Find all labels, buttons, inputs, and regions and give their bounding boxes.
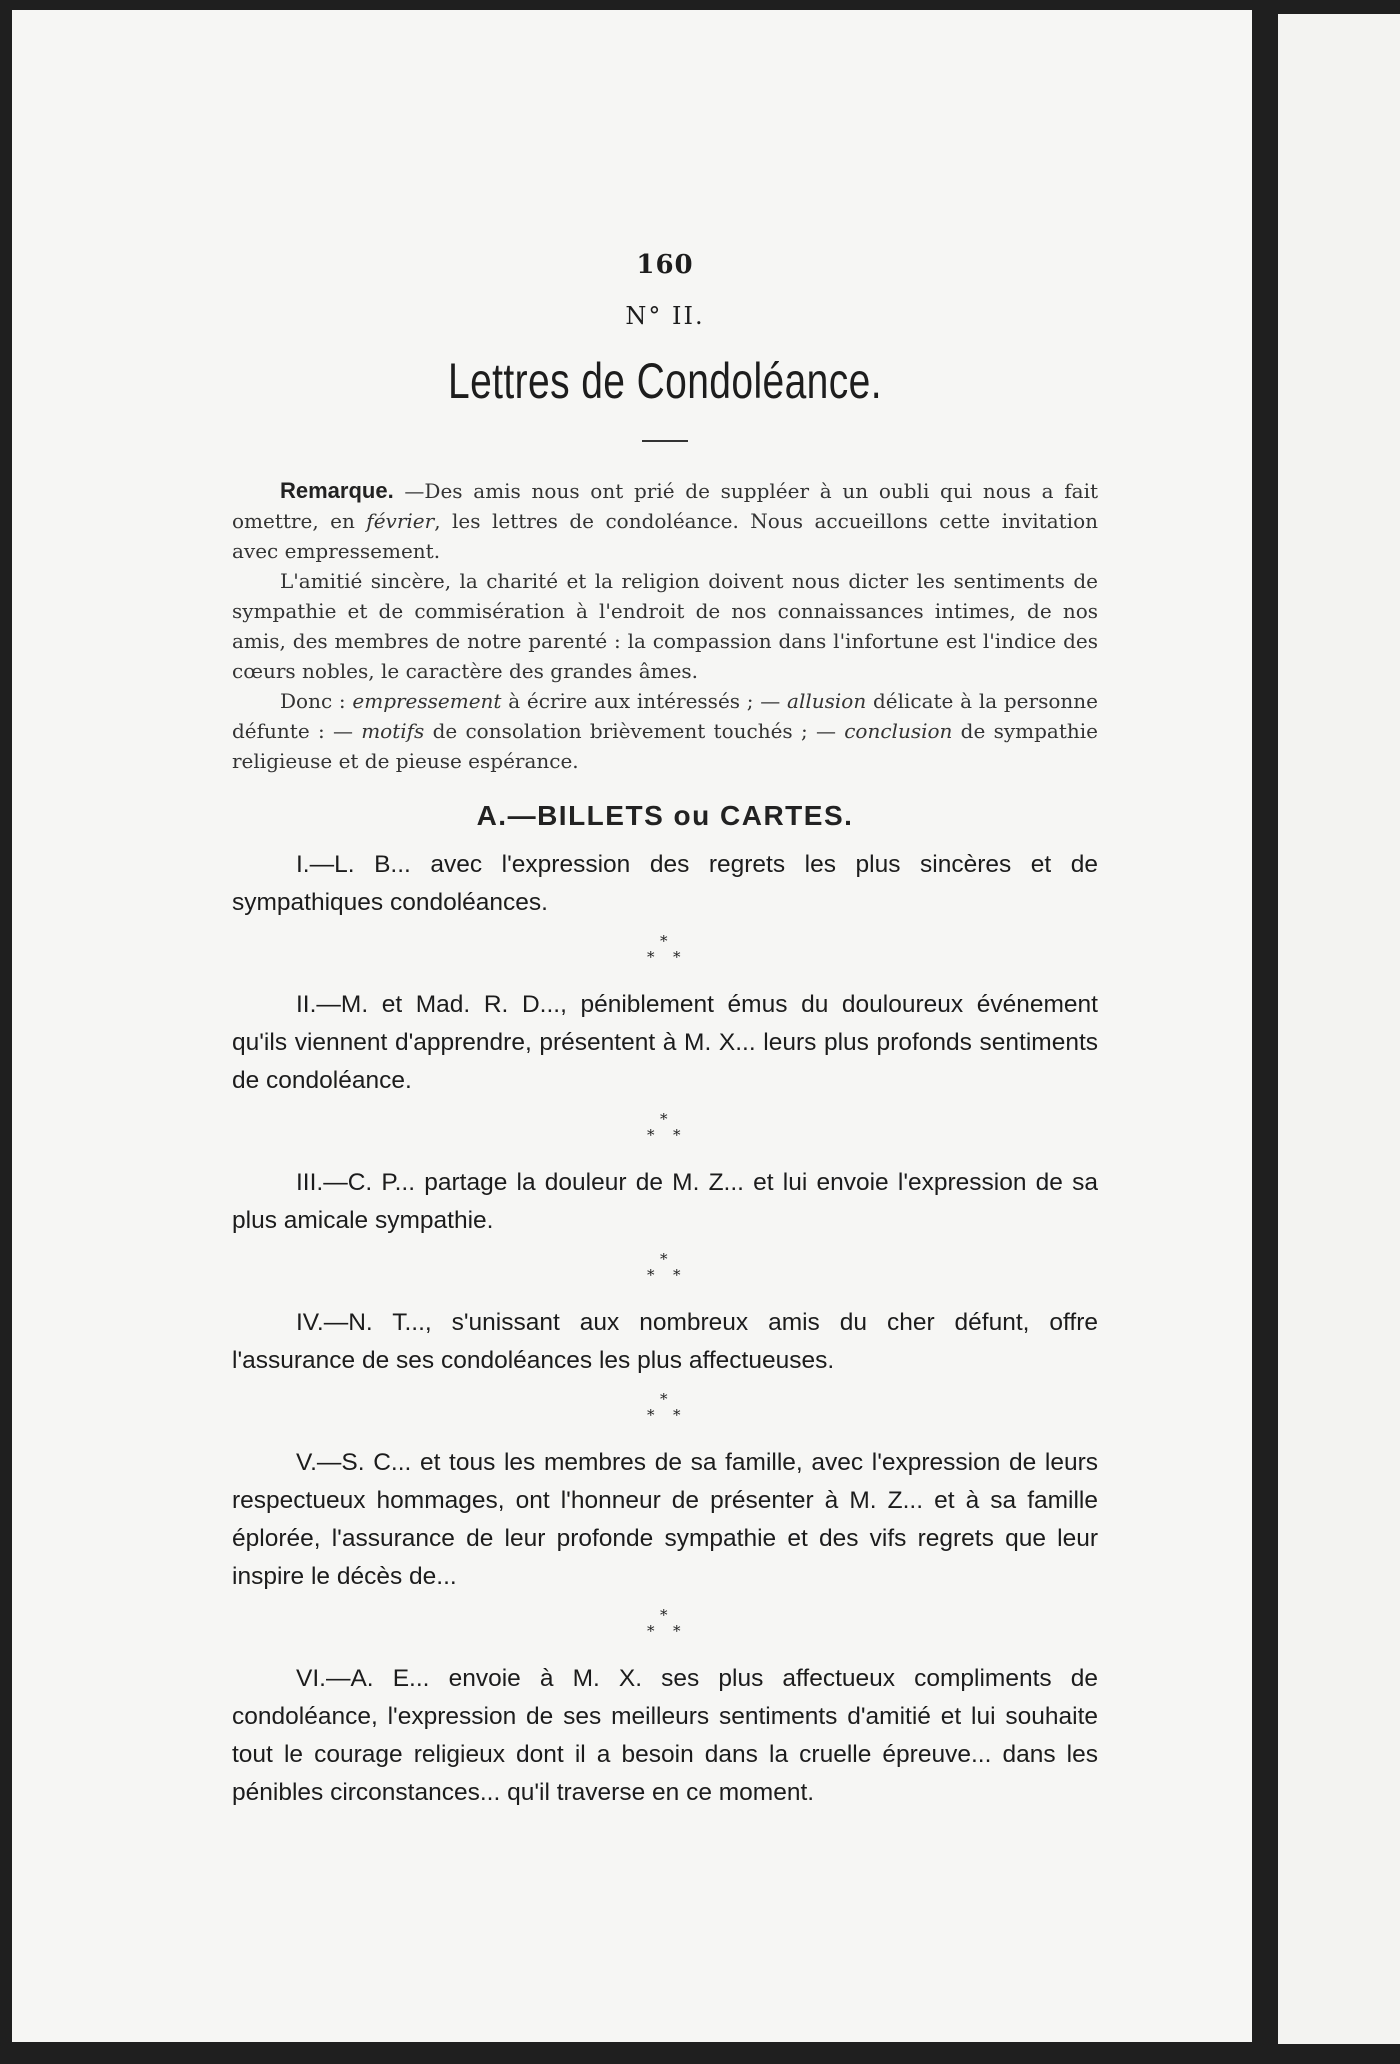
guideline-keyword: empressement [352,689,502,713]
card-text-3: III.—C. P... partage la douleur de M. Z... et lui envoie l'expression de sa plus amicale sympathie. [232,1169,1098,1234]
asterism-separator: * * * [647,1390,681,1424]
card-text-1: I.—L. B... avec l'expression des regrets les plus sincères et de sympathiques condoléances. [232,851,1098,916]
page-number: 160 [636,250,694,280]
remark-paragraph [232,476,1098,566]
card-text-5: V.—S. C... et tous les membres de sa famille, avec l'expression de leurs respectueux hommages, ont l'honneur de présenter à M. Z... et à sa famille éplorée, l'assurance de leur profonde sympathie et des vifs regrets que leur inspire le décès de... [232,1449,1098,1590]
asterism-separator: * * * [647,1110,681,1144]
guidelines-text: de consolation brièvement touchés ; — [424,719,845,743]
guidelines-text: de sympathie religieuse et de pieuse espérance. [232,719,1098,773]
guidelines-text: Donc : [280,689,353,713]
section-number: N° II. [625,302,705,330]
card-text-2: II.—M. et Mad. R. D..., péniblement émus du douloureux événement qu'ils viennent d'apprendre, présentent à M. X... leurs plus profonds sentiments de condoléance. [232,991,1098,1094]
remark-lead: Remarque. [280,478,394,503]
friendship-paragraph: L'amitié sincère, la charité et la religion doivent nous dicter les sentiments de sympathie et de commisération à l'endroit de nos connaissances intimes, de nos amis, des membres de notre parenté : la compassion dans l'infortune est l'indice des cœurs nobles, le caractère des grandes âmes. [232,569,1098,683]
guideline-keyword: motifs [361,719,425,743]
asterism-separator: * * * [647,1606,681,1640]
remark-text-end: , les lettres de condoléance. Nous accueillons cette invitation avec empressement. [232,509,1098,563]
adjacent-page-edge [1278,14,1400,2044]
guidelines-text: délicate à la personne défunte : — [232,689,1098,743]
page-content [232,250,1098,1812]
remark-month: février [366,509,435,533]
book-page [12,10,1252,2042]
asterism-separator: * * * [647,1250,681,1284]
guidelines-paragraph [232,686,1098,776]
card-text-4: IV.—N. T..., s'unissant aux nombreux amis du cher défunt, offre l'assurance de ses condoléances les plus affectueuses. [232,1309,1098,1374]
page-title: Lettres de Condoléance. [448,353,882,409]
card-text-6: VI.—A. E... envoie à M. X. ses plus affectueux compliments de condoléance, l'expression de ses meilleurs sentiments d'amitié et lui souhaite tout le courage religieux dont il a besoin dans la cruelle épreuve... dans les pénibles circonstances... qu'il traverse en ce moment. [232,1665,1098,1806]
remark-text: —Des amis nous ont prié de suppléer à un oubli qui nous a fait omettre, en [232,479,1098,533]
guideline-keyword: allusion [787,689,867,713]
guideline-keyword: conclusion [844,719,953,743]
guidelines-text: à écrire aux intéressés ; — [501,689,788,713]
asterism-separator: * * * [647,932,681,966]
section-heading: A.—BILLETS ou CARTES. [476,800,854,831]
title-divider [642,440,688,442]
